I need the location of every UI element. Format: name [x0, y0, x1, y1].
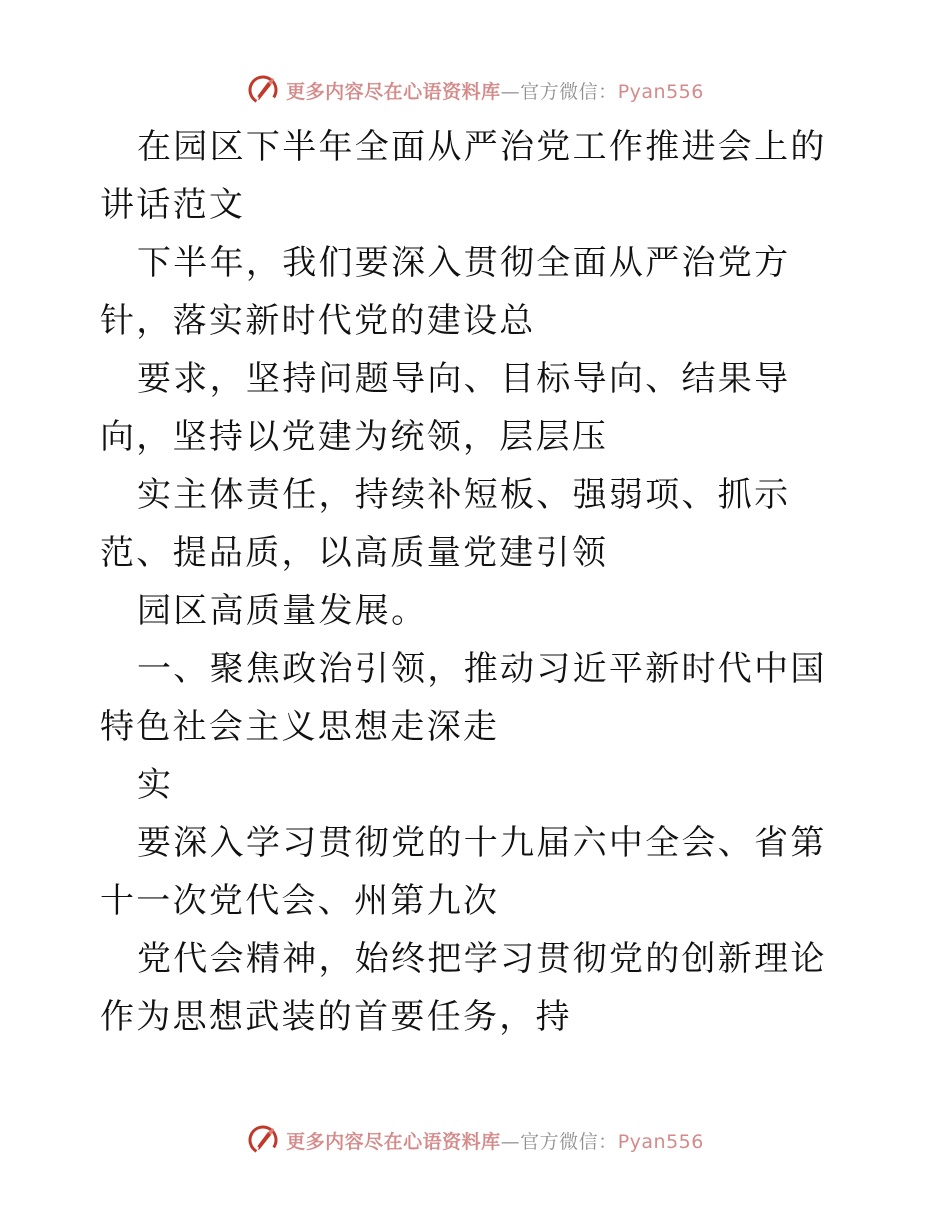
- header-watermark: [0, 70, 950, 110]
- quill-pen-circle-icon: [246, 73, 280, 107]
- watermark-text: [286, 1127, 704, 1154]
- paragraph: 实主体责任，持续补短板、强弱项、抓示范、提品质，以高质量党建引领: [100, 475, 791, 573]
- section-heading: 一、聚焦政治引领，推动习近平新时代中国特色社会主义思想走深走: [100, 649, 827, 747]
- paragraph: 园区高质量发展。: [137, 591, 428, 631]
- watermark-contact-id: Pyan556: [617, 80, 704, 103]
- document-body: [100, 118, 860, 1046]
- watermark-contact-label: 官方微信：: [520, 80, 618, 103]
- paragraph: 实: [137, 765, 174, 805]
- watermark-contact-id: Pyan556: [617, 1130, 704, 1153]
- watermark-site-text: 更多内容尽在心语资料库: [286, 80, 501, 103]
- watermark-text: [286, 77, 704, 104]
- watermark-contact-label: 官方微信：: [520, 1130, 618, 1153]
- quill-pen-circle-icon: [246, 1123, 280, 1157]
- watermark-dash: —: [500, 1130, 521, 1153]
- paragraph: 下半年，我们要深入贯彻全面从严治党方针，落实新时代党的建设总: [100, 243, 791, 341]
- paragraph: 要求，坚持问题导向、目标导向、结果导向，坚持以党建为统领，层层压: [100, 359, 791, 457]
- document-title: 在园区下半年全面从严治党工作推进会上的讲话范文: [100, 127, 827, 225]
- paragraph: 要深入学习贯彻党的十九届六中全会、省第十一次党代会、州第九次: [100, 823, 827, 921]
- watermark-dash: —: [500, 80, 521, 103]
- paragraph: 党代会精神，始终把学习贯彻党的创新理论作为思想武装的首要任务，持: [100, 939, 827, 1037]
- footer-watermark: [0, 1120, 950, 1160]
- watermark-site-text: 更多内容尽在心语资料库: [286, 1130, 501, 1153]
